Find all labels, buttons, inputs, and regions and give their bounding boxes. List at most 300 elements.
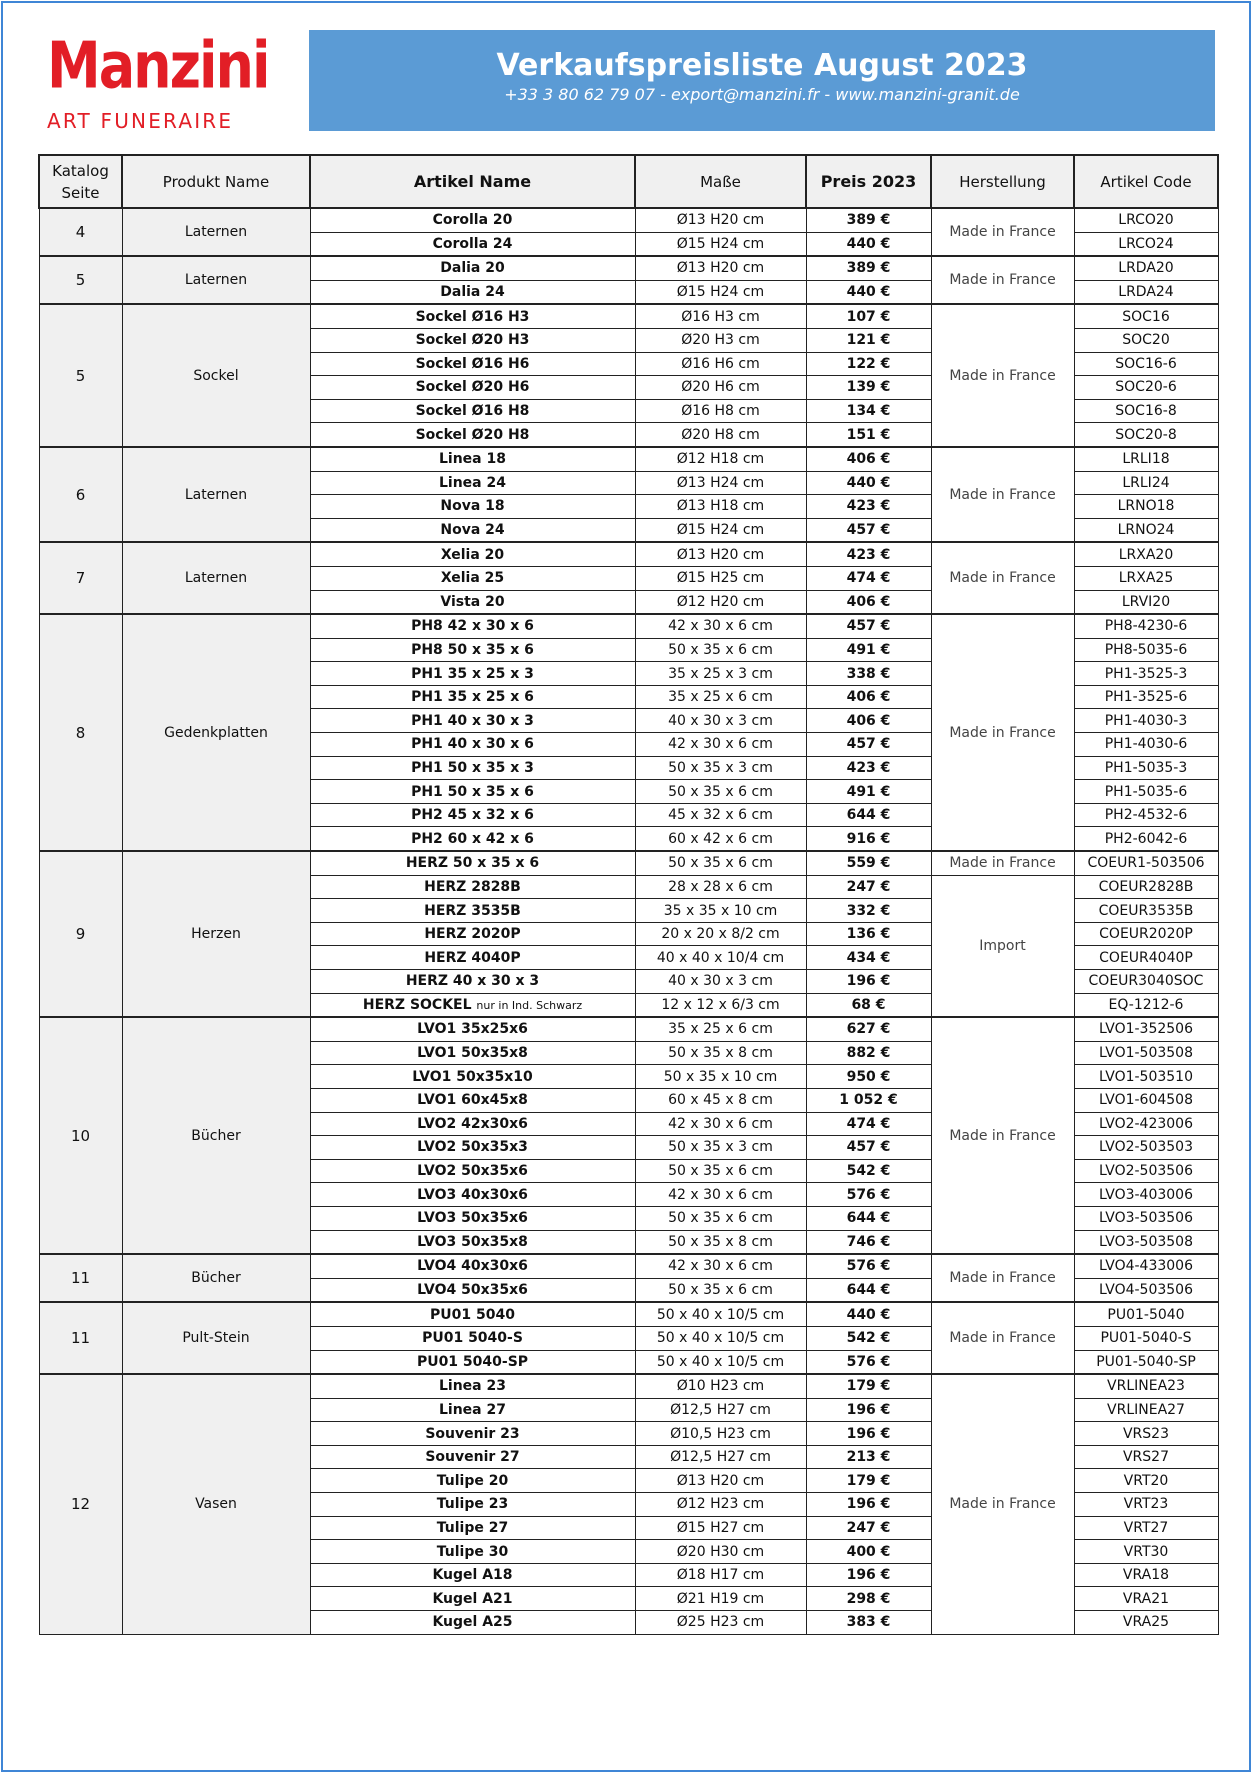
price-cell: 139 € bbox=[806, 376, 931, 400]
article-code-cell: PH1-3525-3 bbox=[1074, 662, 1218, 686]
manufacture-cell: Made in France bbox=[931, 447, 1074, 542]
article-name-cell: Kugel A18 bbox=[310, 1563, 635, 1587]
catalog-page-cell: 11 bbox=[39, 1254, 122, 1302]
article-code-cell: SOC16-6 bbox=[1074, 352, 1218, 376]
article-name-cell: Kugel A25 bbox=[310, 1611, 635, 1635]
product-name-cell: Bücher bbox=[122, 1017, 310, 1254]
dimensions-cell: 60 x 45 x 8 cm bbox=[635, 1088, 806, 1112]
price-cell: 389 € bbox=[806, 208, 931, 232]
price-cell: 576 € bbox=[806, 1183, 931, 1207]
article-code-cell: VRT27 bbox=[1074, 1516, 1218, 1540]
col-header-masse: Maße bbox=[635, 155, 806, 208]
price-cell: 383 € bbox=[806, 1611, 931, 1635]
article-name-cell: LVO1 35x25x6 bbox=[310, 1017, 635, 1041]
price-cell: 457 € bbox=[806, 518, 931, 542]
dimensions-cell: 50 x 35 x 6 cm bbox=[635, 851, 806, 875]
article-name-cell: Sockel Ø20 H6 bbox=[310, 376, 635, 400]
article-name-cell: PU01 5040 bbox=[310, 1302, 635, 1326]
catalog-page-cell: 9 bbox=[39, 851, 122, 1017]
catalog-page-cell: 7 bbox=[39, 542, 122, 614]
dimensions-cell: Ø20 H3 cm bbox=[635, 328, 806, 352]
article-code-cell: PU01-5040-SP bbox=[1074, 1350, 1218, 1374]
article-name-cell: HERZ 2020P bbox=[310, 922, 635, 946]
catalog-page-cell: 10 bbox=[39, 1017, 122, 1254]
article-name-cell: Souvenir 23 bbox=[310, 1422, 635, 1446]
table-row bbox=[39, 208, 1218, 232]
dimensions-cell: Ø15 H24 cm bbox=[635, 280, 806, 304]
article-name: HERZ SOCKEL bbox=[362, 996, 472, 1013]
article-name-cell: Sockel Ø16 H3 bbox=[310, 304, 635, 328]
price-cell: 298 € bbox=[806, 1587, 931, 1611]
col-header-produkt: Produkt Name bbox=[122, 155, 310, 208]
price-list-title: Verkaufspreisliste August 2023 bbox=[496, 48, 1028, 83]
article-name-cell: Linea 23 bbox=[310, 1374, 635, 1398]
article-name-cell: LVO3 50x35x6 bbox=[310, 1206, 635, 1230]
article-name-cell: Corolla 20 bbox=[310, 208, 635, 232]
article-code-cell: LVO4-433006 bbox=[1074, 1254, 1218, 1278]
dimensions-cell: Ø25 H23 cm bbox=[635, 1611, 806, 1635]
article-code-cell: COEUR3535B bbox=[1074, 899, 1218, 923]
article-name-cell: LVO1 50x35x10 bbox=[310, 1065, 635, 1089]
article-name-cell: LVO1 60x45x8 bbox=[310, 1088, 635, 1112]
dimensions-cell: Ø13 H20 cm bbox=[635, 256, 806, 280]
dimensions-cell: Ø13 H18 cm bbox=[635, 495, 806, 519]
price-cell: 247 € bbox=[806, 1516, 931, 1540]
dimensions-cell: Ø15 H25 cm bbox=[635, 566, 806, 590]
article-code-cell: LVO1-604508 bbox=[1074, 1088, 1218, 1112]
manufacture-cell: Made in France bbox=[931, 851, 1074, 875]
price-cell: 179 € bbox=[806, 1374, 931, 1398]
table-row bbox=[39, 542, 1218, 566]
dimensions-cell: Ø13 H20 cm bbox=[635, 1469, 806, 1493]
dimensions-cell: Ø10 H23 cm bbox=[635, 1374, 806, 1398]
article-name-cell: LVO2 42x30x6 bbox=[310, 1112, 635, 1136]
dimensions-cell: 50 x 35 x 6 cm bbox=[635, 1206, 806, 1230]
table-row bbox=[39, 256, 1218, 280]
dimensions-cell: Ø12 H20 cm bbox=[635, 590, 806, 614]
dimensions-cell: 40 x 30 x 3 cm bbox=[635, 970, 806, 994]
article-code-cell: PH8-4230-6 bbox=[1074, 614, 1218, 638]
price-cell: 457 € bbox=[806, 1136, 931, 1160]
price-cell: 542 € bbox=[806, 1326, 931, 1350]
dimensions-cell: Ø12 H23 cm bbox=[635, 1493, 806, 1517]
dimensions-cell: Ø20 H30 cm bbox=[635, 1540, 806, 1564]
article-name-cell: PU01 5040-S bbox=[310, 1326, 635, 1350]
article-code-cell: LVO1-503510 bbox=[1074, 1065, 1218, 1089]
article-name-cell: Dalia 20 bbox=[310, 256, 635, 280]
article-name-cell: PH1 50 x 35 x 3 bbox=[310, 756, 635, 780]
price-cell: 627 € bbox=[806, 1017, 931, 1041]
logo-name: Manzini bbox=[47, 28, 269, 103]
article-name-cell: Sockel Ø20 H3 bbox=[310, 328, 635, 352]
col-header-herstellung: Herstellung bbox=[931, 155, 1074, 208]
price-cell: 121 € bbox=[806, 328, 931, 352]
price-cell: 196 € bbox=[806, 1563, 931, 1587]
article-code-cell: VRA25 bbox=[1074, 1611, 1218, 1635]
price-cell: 406 € bbox=[806, 685, 931, 709]
article-code-cell: PH1-5035-3 bbox=[1074, 756, 1218, 780]
article-code-cell: LRCO20 bbox=[1074, 208, 1218, 232]
manufacture-cell: Made in France bbox=[931, 1017, 1074, 1254]
article-name-cell bbox=[310, 993, 635, 1017]
article-name-cell: Linea 18 bbox=[310, 447, 635, 471]
dimensions-cell: 50 x 40 x 10/5 cm bbox=[635, 1302, 806, 1326]
article-code-cell: LVO1-503508 bbox=[1074, 1041, 1218, 1065]
dimensions-cell: 35 x 35 x 10 cm bbox=[635, 899, 806, 923]
article-name-cell: PH1 35 x 25 x 3 bbox=[310, 662, 635, 686]
product-name-cell: Gedenkplatten bbox=[122, 614, 310, 851]
price-cell: 644 € bbox=[806, 803, 931, 827]
dimensions-cell: Ø20 H8 cm bbox=[635, 423, 806, 447]
dimensions-cell: Ø10,5 H23 cm bbox=[635, 1422, 806, 1446]
article-code-cell: LVO2-503506 bbox=[1074, 1159, 1218, 1183]
dimensions-cell: Ø15 H24 cm bbox=[635, 232, 806, 256]
article-code-cell: LVO3-503508 bbox=[1074, 1230, 1218, 1254]
dimensions-cell: 60 x 42 x 6 cm bbox=[635, 827, 806, 851]
article-code-cell: EQ-1212-6 bbox=[1074, 993, 1218, 1017]
dimensions-cell: 35 x 25 x 6 cm bbox=[635, 1017, 806, 1041]
dimensions-cell: 12 x 12 x 6/3 cm bbox=[635, 993, 806, 1017]
table-row bbox=[39, 304, 1218, 328]
article-name-cell: Linea 27 bbox=[310, 1398, 635, 1422]
dimensions-cell: 40 x 40 x 10/4 cm bbox=[635, 946, 806, 970]
article-name-cell: LVO4 40x30x6 bbox=[310, 1254, 635, 1278]
price-cell: 213 € bbox=[806, 1445, 931, 1469]
catalog-page-cell: 8 bbox=[39, 614, 122, 851]
article-code-cell: COEUR4040P bbox=[1074, 946, 1218, 970]
price-cell: 440 € bbox=[806, 471, 931, 495]
product-name-cell: Bücher bbox=[122, 1254, 310, 1302]
article-name-cell: Vista 20 bbox=[310, 590, 635, 614]
price-cell: 406 € bbox=[806, 709, 931, 733]
article-code-cell: SOC20 bbox=[1074, 328, 1218, 352]
catalog-page-cell: 12 bbox=[39, 1374, 122, 1634]
article-name-cell: Xelia 25 bbox=[310, 566, 635, 590]
price-cell: 882 € bbox=[806, 1041, 931, 1065]
dimensions-cell: 42 x 30 x 6 cm bbox=[635, 733, 806, 757]
article-name-cell: PH2 45 x 32 x 6 bbox=[310, 803, 635, 827]
price-cell: 107 € bbox=[806, 304, 931, 328]
article-name-cell: Souvenir 27 bbox=[310, 1445, 635, 1469]
catalog-page-cell: 11 bbox=[39, 1302, 122, 1374]
price-cell: 559 € bbox=[806, 851, 931, 875]
dimensions-cell: 40 x 30 x 3 cm bbox=[635, 709, 806, 733]
article-code-cell: LRVI20 bbox=[1074, 590, 1218, 614]
product-name-cell: Laternen bbox=[122, 542, 310, 614]
article-name-cell: Dalia 24 bbox=[310, 280, 635, 304]
price-cell: 576 € bbox=[806, 1350, 931, 1374]
dimensions-cell: 45 x 32 x 6 cm bbox=[635, 803, 806, 827]
price-cell: 474 € bbox=[806, 566, 931, 590]
price-cell: 423 € bbox=[806, 542, 931, 566]
price-cell: 1 052 € bbox=[806, 1088, 931, 1112]
table-row bbox=[39, 851, 1218, 875]
manufacture-cell: Made in France bbox=[931, 208, 1074, 256]
catalog-page-cell: 6 bbox=[39, 447, 122, 542]
price-cell: 576 € bbox=[806, 1254, 931, 1278]
catalog-page-cell: 5 bbox=[39, 256, 122, 304]
price-cell: 196 € bbox=[806, 970, 931, 994]
price-cell: 406 € bbox=[806, 590, 931, 614]
article-code-cell: LRLI24 bbox=[1074, 471, 1218, 495]
price-cell: 406 € bbox=[806, 447, 931, 471]
price-cell: 423 € bbox=[806, 756, 931, 780]
price-cell: 68 € bbox=[806, 993, 931, 1017]
manzini-logo bbox=[47, 28, 269, 133]
article-code-cell: PH1-4030-6 bbox=[1074, 733, 1218, 757]
dimensions-cell: 50 x 35 x 8 cm bbox=[635, 1041, 806, 1065]
manufacture-cell: Made in France bbox=[931, 1302, 1074, 1374]
table-row bbox=[39, 1254, 1218, 1278]
article-code-cell: LVO2-503503 bbox=[1074, 1136, 1218, 1160]
table-body bbox=[39, 208, 1218, 1634]
article-code-cell: VRLINEA23 bbox=[1074, 1374, 1218, 1398]
article-name-cell: PH1 35 x 25 x 6 bbox=[310, 685, 635, 709]
article-code-cell: LVO4-503506 bbox=[1074, 1278, 1218, 1302]
article-code-cell: PU01-5040 bbox=[1074, 1302, 1218, 1326]
contact-line: +33 3 80 62 79 07 - export@manzini.fr - www.manzini-granit.de bbox=[504, 85, 1020, 104]
price-cell: 491 € bbox=[806, 780, 931, 804]
article-code-cell: LRNO18 bbox=[1074, 495, 1218, 519]
article-code-cell: SOC16-8 bbox=[1074, 399, 1218, 423]
dimensions-cell: 35 x 25 x 6 cm bbox=[635, 685, 806, 709]
product-name-cell: Laternen bbox=[122, 256, 310, 304]
article-name-cell: Tulipe 20 bbox=[310, 1469, 635, 1493]
article-code-cell: VRLINEA27 bbox=[1074, 1398, 1218, 1422]
col-header-preis: Preis 2023 bbox=[806, 155, 931, 208]
article-name-cell: PH1 40 x 30 x 3 bbox=[310, 709, 635, 733]
article-code-cell: LVO2-423006 bbox=[1074, 1112, 1218, 1136]
article-name-cell: Sockel Ø16 H8 bbox=[310, 399, 635, 423]
price-cell: 440 € bbox=[806, 232, 931, 256]
article-name-cell: Tulipe 30 bbox=[310, 1540, 635, 1564]
price-cell: 400 € bbox=[806, 1540, 931, 1564]
article-code-cell: VRA18 bbox=[1074, 1563, 1218, 1587]
article-code-cell: SOC20-8 bbox=[1074, 423, 1218, 447]
price-cell: 440 € bbox=[806, 280, 931, 304]
manufacture-cell: Made in France bbox=[931, 614, 1074, 851]
catalog-page-cell: 5 bbox=[39, 304, 122, 447]
dimensions-cell: 50 x 35 x 6 cm bbox=[635, 780, 806, 804]
table-row bbox=[39, 1017, 1218, 1041]
price-cell: 247 € bbox=[806, 875, 931, 899]
article-name-cell: PH8 50 x 35 x 6 bbox=[310, 638, 635, 662]
price-cell: 179 € bbox=[806, 1469, 931, 1493]
article-name-cell: LVO3 50x35x8 bbox=[310, 1230, 635, 1254]
article-code-cell: PH8-5035-6 bbox=[1074, 638, 1218, 662]
product-name-cell: Laternen bbox=[122, 208, 310, 256]
article-code-cell: PU01-5040-S bbox=[1074, 1326, 1218, 1350]
article-name-cell: Tulipe 27 bbox=[310, 1516, 635, 1540]
dimensions-cell: Ø21 H19 cm bbox=[635, 1587, 806, 1611]
article-code-cell: LRCO24 bbox=[1074, 232, 1218, 256]
article-code-cell: LRNO24 bbox=[1074, 518, 1218, 542]
price-cell: 950 € bbox=[806, 1065, 931, 1089]
article-name-cell: Corolla 24 bbox=[310, 232, 635, 256]
article-code-cell: PH1-5035-6 bbox=[1074, 780, 1218, 804]
article-code-cell: COEUR1-503506 bbox=[1074, 851, 1218, 875]
price-cell: 440 € bbox=[806, 1302, 931, 1326]
dimensions-cell: Ø16 H6 cm bbox=[635, 352, 806, 376]
col-header-code: Artikel Code bbox=[1074, 155, 1218, 208]
price-table bbox=[38, 154, 1219, 1635]
article-name-cell: Sockel Ø16 H6 bbox=[310, 352, 635, 376]
dimensions-cell: 50 x 40 x 10/5 cm bbox=[635, 1326, 806, 1350]
table-row bbox=[39, 1374, 1218, 1398]
price-cell: 491 € bbox=[806, 638, 931, 662]
dimensions-cell: Ø15 H24 cm bbox=[635, 518, 806, 542]
dimensions-cell: 42 x 30 x 6 cm bbox=[635, 614, 806, 638]
article-name-cell: PU01 5040-SP bbox=[310, 1350, 635, 1374]
price-cell: 644 € bbox=[806, 1206, 931, 1230]
article-name-cell: LVO3 40x30x6 bbox=[310, 1183, 635, 1207]
product-name-cell: Sockel bbox=[122, 304, 310, 447]
price-cell: 134 € bbox=[806, 399, 931, 423]
dimensions-cell: Ø12,5 H27 cm bbox=[635, 1398, 806, 1422]
dimensions-cell: 42 x 30 x 6 cm bbox=[635, 1112, 806, 1136]
article-note: nur in Ind. Schwarz bbox=[476, 998, 583, 1012]
price-cell: 434 € bbox=[806, 946, 931, 970]
price-cell: 746 € bbox=[806, 1230, 931, 1254]
article-code-cell: VRA21 bbox=[1074, 1587, 1218, 1611]
price-cell: 122 € bbox=[806, 352, 931, 376]
dimensions-cell: 35 x 25 x 3 cm bbox=[635, 662, 806, 686]
dimensions-cell: Ø13 H20 cm bbox=[635, 208, 806, 232]
dimensions-cell: 42 x 30 x 6 cm bbox=[635, 1254, 806, 1278]
price-cell: 332 € bbox=[806, 899, 931, 923]
product-name-cell: Pult-Stein bbox=[122, 1302, 310, 1374]
price-cell: 916 € bbox=[806, 827, 931, 851]
product-name-cell: Vasen bbox=[122, 1374, 310, 1634]
price-cell: 196 € bbox=[806, 1493, 931, 1517]
dimensions-cell: Ø13 H24 cm bbox=[635, 471, 806, 495]
article-code-cell: SOC16 bbox=[1074, 304, 1218, 328]
table-row bbox=[39, 447, 1218, 471]
header-banner bbox=[309, 30, 1215, 131]
article-code-cell: LRXA20 bbox=[1074, 542, 1218, 566]
logo-subtitle: ART FUNERAIRE bbox=[47, 109, 234, 133]
article-name-cell: HERZ 2828B bbox=[310, 875, 635, 899]
dimensions-cell: 50 x 35 x 6 cm bbox=[635, 1159, 806, 1183]
article-code-cell: VRS23 bbox=[1074, 1422, 1218, 1446]
price-cell: 423 € bbox=[806, 495, 931, 519]
article-name-cell: LVO2 50x35x6 bbox=[310, 1159, 635, 1183]
manufacture-cell: Made in France bbox=[931, 304, 1074, 447]
dimensions-cell: Ø12,5 H27 cm bbox=[635, 1445, 806, 1469]
dimensions-cell: Ø20 H6 cm bbox=[635, 376, 806, 400]
dimensions-cell: 50 x 35 x 6 cm bbox=[635, 1278, 806, 1302]
article-name-cell: PH8 42 x 30 x 6 bbox=[310, 614, 635, 638]
price-cell: 474 € bbox=[806, 1112, 931, 1136]
article-name-cell: HERZ 40 x 30 x 3 bbox=[310, 970, 635, 994]
article-code-cell: COEUR2828B bbox=[1074, 875, 1218, 899]
table-row bbox=[39, 1302, 1218, 1326]
article-name-cell: Tulipe 23 bbox=[310, 1493, 635, 1517]
article-name-cell: Sockel Ø20 H8 bbox=[310, 423, 635, 447]
article-name-cell: Linea 24 bbox=[310, 471, 635, 495]
dimensions-cell: Ø16 H8 cm bbox=[635, 399, 806, 423]
price-cell: 457 € bbox=[806, 733, 931, 757]
dimensions-cell: Ø13 H20 cm bbox=[635, 542, 806, 566]
dimensions-cell: 50 x 35 x 6 cm bbox=[635, 638, 806, 662]
article-code-cell: LRDA20 bbox=[1074, 256, 1218, 280]
manufacture-cell: Made in France bbox=[931, 1254, 1074, 1302]
article-name-cell: PH1 50 x 35 x 6 bbox=[310, 780, 635, 804]
table-header-row bbox=[39, 155, 1218, 208]
price-cell: 338 € bbox=[806, 662, 931, 686]
price-cell: 136 € bbox=[806, 922, 931, 946]
article-code-cell: VRT20 bbox=[1074, 1469, 1218, 1493]
manufacture-cell: Made in France bbox=[931, 542, 1074, 614]
article-code-cell: COEUR3040SOC bbox=[1074, 970, 1218, 994]
dimensions-cell: 50 x 40 x 10/5 cm bbox=[635, 1350, 806, 1374]
col-header-seite: Katalog Seite bbox=[39, 155, 122, 208]
article-code-cell: PH2-6042-6 bbox=[1074, 827, 1218, 851]
dimensions-cell: 42 x 30 x 6 cm bbox=[635, 1183, 806, 1207]
product-name-cell: Herzen bbox=[122, 851, 310, 1017]
article-name-cell: HERZ 4040P bbox=[310, 946, 635, 970]
article-name-cell: LVO1 50x35x8 bbox=[310, 1041, 635, 1065]
dimensions-cell: 28 x 28 x 6 cm bbox=[635, 875, 806, 899]
article-code-cell: LVO3-403006 bbox=[1074, 1183, 1218, 1207]
article-code-cell: SOC20-6 bbox=[1074, 376, 1218, 400]
article-code-cell: LVO3-503506 bbox=[1074, 1206, 1218, 1230]
article-name-cell: PH1 40 x 30 x 6 bbox=[310, 733, 635, 757]
article-code-cell: VRT30 bbox=[1074, 1540, 1218, 1564]
article-name-cell: HERZ 50 x 35 x 6 bbox=[310, 851, 635, 875]
article-name-cell: LVO2 50x35x3 bbox=[310, 1136, 635, 1160]
article-code-cell: LRLI18 bbox=[1074, 447, 1218, 471]
article-name-cell: Kugel A21 bbox=[310, 1587, 635, 1611]
article-code-cell: PH1-4030-3 bbox=[1074, 709, 1218, 733]
product-name-cell: Laternen bbox=[122, 447, 310, 542]
article-name-cell: PH2 60 x 42 x 6 bbox=[310, 827, 635, 851]
article-name-cell: Nova 18 bbox=[310, 495, 635, 519]
dimensions-cell: 50 x 35 x 3 cm bbox=[635, 1136, 806, 1160]
article-name-cell: LVO4 50x35x6 bbox=[310, 1278, 635, 1302]
article-code-cell: COEUR2020P bbox=[1074, 922, 1218, 946]
manufacture-cell: Made in France bbox=[931, 1374, 1074, 1634]
price-cell: 644 € bbox=[806, 1278, 931, 1302]
price-cell: 389 € bbox=[806, 256, 931, 280]
article-code-cell: VRT23 bbox=[1074, 1493, 1218, 1517]
article-code-cell: LRDA24 bbox=[1074, 280, 1218, 304]
article-name-cell: Nova 24 bbox=[310, 518, 635, 542]
article-code-cell: PH2-4532-6 bbox=[1074, 803, 1218, 827]
dimensions-cell: 50 x 35 x 3 cm bbox=[635, 756, 806, 780]
dimensions-cell: 20 x 20 x 8/2 cm bbox=[635, 922, 806, 946]
dimensions-cell: 50 x 35 x 10 cm bbox=[635, 1065, 806, 1089]
manufacture-cell: Import bbox=[931, 875, 1074, 1017]
price-cell: 196 € bbox=[806, 1422, 931, 1446]
table-row bbox=[39, 614, 1218, 638]
article-code-cell: LRXA25 bbox=[1074, 566, 1218, 590]
price-cell: 542 € bbox=[806, 1159, 931, 1183]
article-name-cell: HERZ 3535B bbox=[310, 899, 635, 923]
manufacture-cell: Made in France bbox=[931, 256, 1074, 304]
price-cell: 196 € bbox=[806, 1398, 931, 1422]
article-name-cell: Xelia 20 bbox=[310, 542, 635, 566]
dimensions-cell: Ø15 H27 cm bbox=[635, 1516, 806, 1540]
article-code-cell: LVO1-352506 bbox=[1074, 1017, 1218, 1041]
col-header-artikel: Artikel Name bbox=[310, 155, 635, 208]
dimensions-cell: Ø12 H18 cm bbox=[635, 447, 806, 471]
dimensions-cell: Ø18 H17 cm bbox=[635, 1563, 806, 1587]
price-cell: 457 € bbox=[806, 614, 931, 638]
price-cell: 151 € bbox=[806, 423, 931, 447]
catalog-page-cell: 4 bbox=[39, 208, 122, 256]
dimensions-cell: Ø16 H3 cm bbox=[635, 304, 806, 328]
